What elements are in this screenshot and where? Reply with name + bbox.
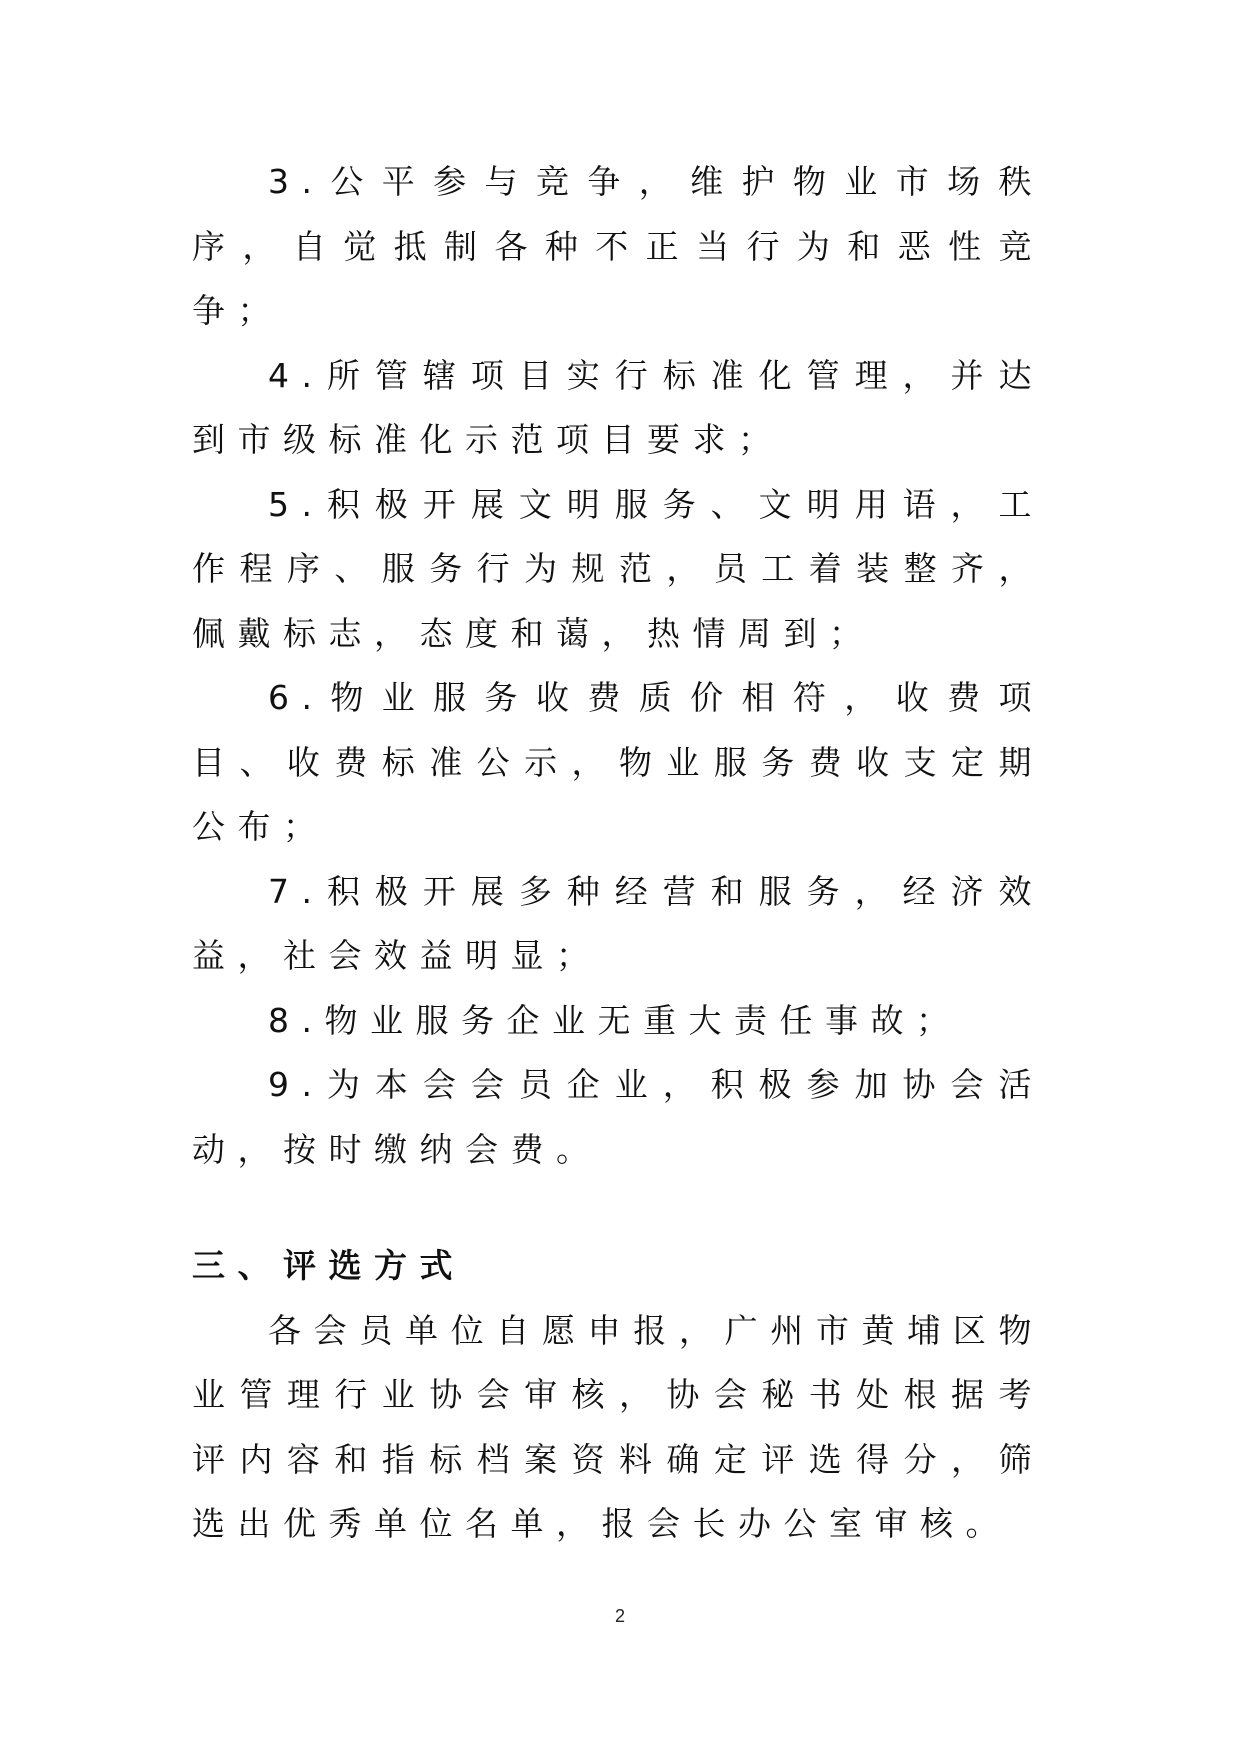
criteria-item-5: 5.积极开展文明服务、文明用语，工作程序、服务行为规范，员工着装整齐，佩戴标志，态度和蔼，热情周到； — [192, 484, 1044, 653]
section-body-selection-method: 各会员单位自愿申报，广州市黄埔区物业管理行业协会审核，协会秘书处根据考评内容和指标档案资料确定评选得分，筛选出优秀单位名单，报会长办公室审核。 — [192, 1310, 1044, 1543]
criteria-item-8: 8.物业服务企业无重大责任事故； — [268, 1000, 962, 1040]
criteria-item-7: 7.积极开展多种经营和服务，经济效益，社会效益明显； — [192, 871, 1044, 975]
section-heading-selection-method: 三、评选方式 — [192, 1246, 465, 1285]
document-body — [192, 150, 1044, 1557]
criteria-item-4: 4.所管辖项目实行标准化管理，并达到市级标准化示范项目要求； — [192, 355, 1044, 459]
criteria-item-9: 9.为本会会员企业，积极参加协会活动，按时缴纳会费。 — [192, 1065, 1044, 1169]
criteria-item-6: 6.物业服务收费质价相符，收费项目、收费标准公示，物业服务费收支定期公布； — [192, 678, 1044, 846]
criteria-item-3: 3.公平参与竞争，维护物业市场秩序，自觉抵制各种不正当行为和恶性竞争； — [192, 162, 1044, 330]
page-number: 2 — [614, 1606, 625, 1626]
